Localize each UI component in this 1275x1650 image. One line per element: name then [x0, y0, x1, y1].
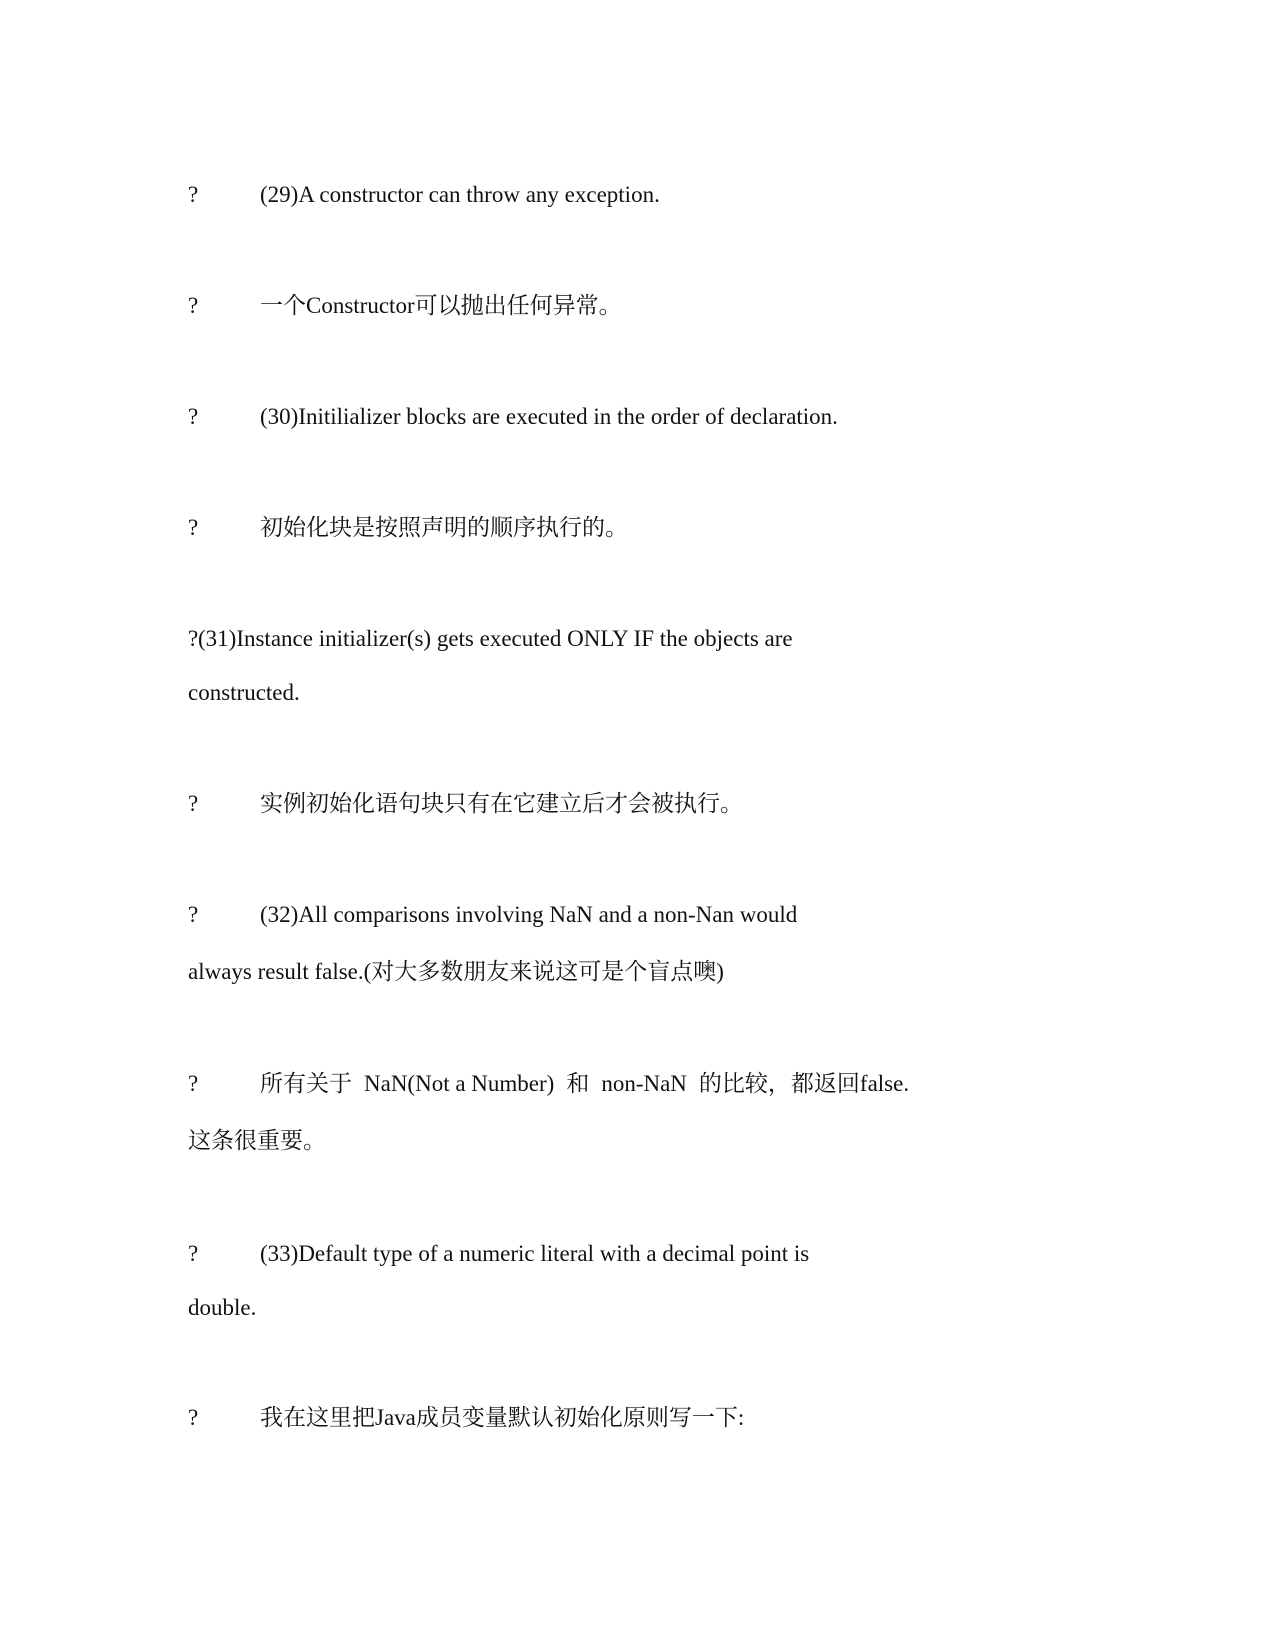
item-text: 我在这里把Java成员变量默认初始化原则写一下:: [260, 1405, 745, 1430]
list-item-32-cn-continuation: [188, 1127, 1008, 1155]
item-text-part: NaN(Not a Number): [364, 1071, 555, 1096]
list-item-29: [188, 181, 1008, 209]
item-text: 实例初始化语句块只有在它建立后才会被执行。: [260, 791, 743, 816]
bullet-mark: ?: [188, 1071, 199, 1096]
item-text-part: 所有关于: [260, 1071, 352, 1096]
item-text-part: non-NaN: [601, 1071, 687, 1096]
item-text-part: 和: [566, 1071, 590, 1096]
item-text-part: 的比较，都返回false.: [698, 1071, 910, 1096]
item-text: (29)A constructor can throw any exception.: [260, 182, 660, 207]
item-text: 一个Constructor可以抛出任何异常。: [260, 293, 622, 318]
bullet-mark: ?: [188, 1405, 199, 1430]
item-text-continued: double.: [188, 1295, 257, 1320]
bullet-mark: ?: [188, 626, 199, 651]
item-text-continued: always result false.(对大多数朋友来说这可是个盲点噢): [188, 959, 724, 984]
list-item-31: [188, 625, 1008, 653]
list-item-33-continuation: [188, 1294, 1008, 1322]
list-item-30-cn: [188, 514, 1008, 542]
item-text-continued: constructed.: [188, 680, 300, 705]
list-item-33: [188, 1240, 1008, 1268]
list-item-32: [188, 901, 1008, 929]
list-item-33-cn: [188, 1404, 1008, 1432]
list-item-32-cn: [188, 1070, 1008, 1098]
bullet-mark: ?: [188, 293, 199, 318]
item-text: (32)All comparisons involving NaN and a non-Nan would: [260, 902, 798, 927]
list-item-30: [188, 403, 1008, 431]
bullet-mark: ?: [188, 515, 199, 540]
item-text-continued: 这条很重要。: [188, 1128, 326, 1153]
list-item-32-continuation: [188, 958, 1008, 986]
list-item-31-cn: [188, 790, 1008, 818]
item-text: (31)Instance initializer(s) gets executed ONLY IF the objects are: [198, 626, 793, 651]
bullet-mark: ?: [188, 404, 199, 429]
bullet-mark: ?: [188, 791, 199, 816]
item-text: (33)Default type of a numeric literal with a decimal point is: [260, 1241, 810, 1266]
item-text: 初始化块是按照声明的顺序执行的。: [260, 515, 628, 540]
bullet-mark: ?: [188, 902, 199, 927]
item-text: (30)Initilializer blocks are executed in the order of declaration.: [260, 404, 838, 429]
bullet-mark: ?: [188, 1241, 199, 1266]
bullet-mark: ?: [188, 182, 199, 207]
list-item-29-cn: [188, 292, 1008, 320]
list-item-31-continuation: [188, 679, 1008, 707]
